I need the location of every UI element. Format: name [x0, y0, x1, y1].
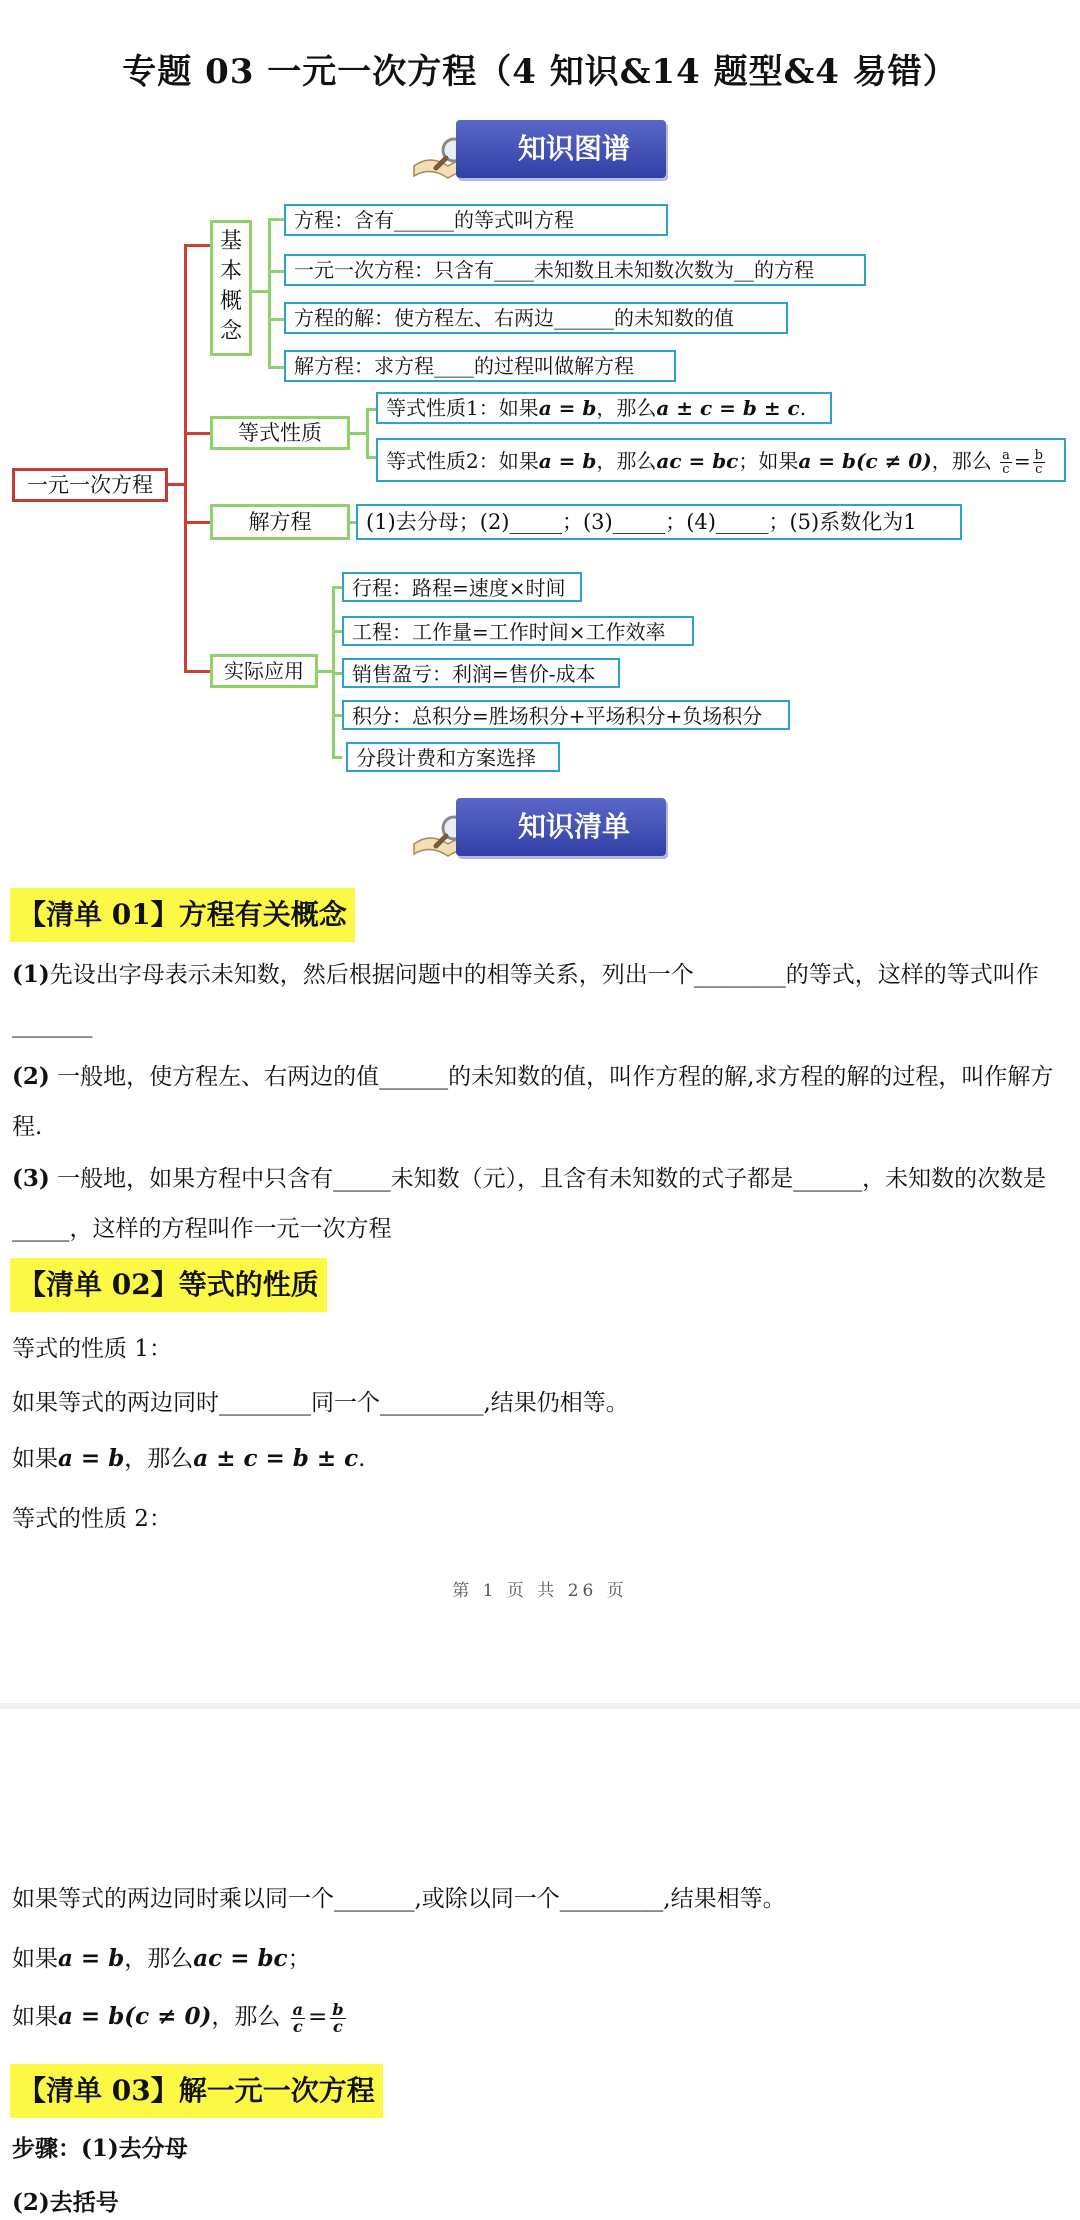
- section-heading-02: 【清单 02】等式的性质: [10, 1258, 327, 1312]
- prop1-end: .: [799, 396, 807, 420]
- prop1-prefix: 等式性质1：如果: [386, 396, 539, 420]
- section-heading-03: 【清单 03】解一元一次方程: [10, 2064, 383, 2118]
- banner-knowledge-map: [410, 118, 666, 184]
- basic-item: 解方程：求方程____的过程叫做解方程: [284, 350, 676, 382]
- node-equation-properties: 等式性质: [210, 416, 350, 450]
- prop2-mid: ，那么: [596, 449, 657, 473]
- basic-item: 方程的解：使方程左、右两边______的未知数的值: [284, 302, 788, 334]
- application-item: 行程：路程=速度×时间: [342, 572, 582, 602]
- property-1-formula: 如果a = b，那么a ± c = b ± c.: [12, 1445, 366, 1472]
- basic-item: 方程：含有______的等式叫方程: [284, 204, 668, 236]
- basic-item: 一元一次方程：只含有____未知数且未知数次数为__的方程: [284, 254, 866, 286]
- prop2-mid3: ，那么: [931, 449, 992, 473]
- page-footer: 第 1 页 共 26 页: [452, 1581, 628, 1601]
- prop2-condition2: a = b(c ≠ 0): [798, 449, 932, 473]
- property-1-text: 如果等式的两边同时________同一个_________,结果仍相等。: [12, 1390, 629, 1416]
- document-title: 专题 03 一元一次方程（4 知识&14 题型&4 易错）: [122, 52, 958, 92]
- page-separator: [0, 1703, 1080, 1709]
- root-node: 一元一次方程: [12, 468, 168, 502]
- section-heading-01: 【清单 01】方程有关概念: [10, 888, 355, 942]
- prop2-prefix: 等式性质2：如果: [386, 449, 539, 473]
- prop1-condition: a = b: [538, 396, 597, 420]
- banner-label: 知识图谱: [456, 120, 666, 178]
- prop1-mid: ，那么: [596, 396, 657, 420]
- prop2-equals: =: [1013, 449, 1031, 473]
- prop1-result: a ± c = b ± c: [656, 396, 800, 420]
- application-item: 工程：工作量=工作时间×工作效率: [342, 616, 694, 646]
- banner-knowledge-list: [410, 796, 666, 862]
- property-2-text: 如果等式的两边同时乘以同一个_______,或除以同一个_________,结果相等。: [12, 1886, 786, 1912]
- property-2: [376, 438, 1066, 482]
- prop2-condition: a = b: [538, 449, 597, 473]
- application-item: 销售盈亏：利润=售价-成本: [342, 658, 620, 688]
- list01-item-3: (3) 一般地，如果方程中只含有_____未知数（元），且含有未知数的式子都是______，未知数的次数是_____，这样的方程叫作一元一次方程: [12, 1165, 1047, 1242]
- prop2-result: ac = bc: [656, 449, 739, 473]
- property-2-division-formula: 如果a = b(c ≠ 0)，那么 $\frac{a}{c}$ = $\frac{b}{c}$: [12, 1999, 344, 2036]
- solve-steps: (1)去分母；(2)_____；(3)_____；(4)_____；(5)系数化为1: [356, 504, 962, 540]
- list01-item-1: (1)先设出字母表示未知数，然后根据问题中的相等关系，列出一个________的等式，这样的等式叫作_______: [12, 961, 1039, 1038]
- fraction-a-over-c: $\frac{a}{c}$: [292, 1999, 304, 2036]
- property-2-formula: 如果a = b，那么ac = bc；: [12, 1945, 311, 1972]
- application-item: 分段计费和方案选择: [346, 742, 560, 772]
- fraction-b-over-c: $\frac{b}{c}$: [332, 1999, 344, 2036]
- solve-step-1: 步骤：(1)去分母: [12, 2135, 188, 2162]
- application-item: 积分：总积分=胜场积分+平场积分+负场积分: [342, 700, 790, 730]
- banner-label: 知识清单: [456, 798, 666, 856]
- property-2-label: 等式的性质 2：: [12, 1506, 172, 1532]
- property-1: [376, 392, 832, 424]
- list01-item-2: (2) 一般地，使方程左、右两边的值______的未知数的值，叫作方程的解,求方程的解的过程，叫作解方程.: [12, 1063, 1054, 1140]
- prop2-fraction-left: $\frac{a}{c}$: [1002, 448, 1010, 477]
- prop2-fraction-right: $\frac{b}{c}$: [1034, 448, 1043, 477]
- solve-step-2: (2)去括号: [12, 2189, 119, 2216]
- node-basic-concepts: 基本概念: [210, 220, 252, 356]
- prop2-mid2: ；如果: [738, 449, 799, 473]
- node-application: 实际应用: [210, 654, 318, 688]
- property-1-label: 等式的性质 1：: [12, 1336, 172, 1362]
- node-solving: 解方程: [210, 504, 350, 540]
- mind-map: [0, 196, 1080, 776]
